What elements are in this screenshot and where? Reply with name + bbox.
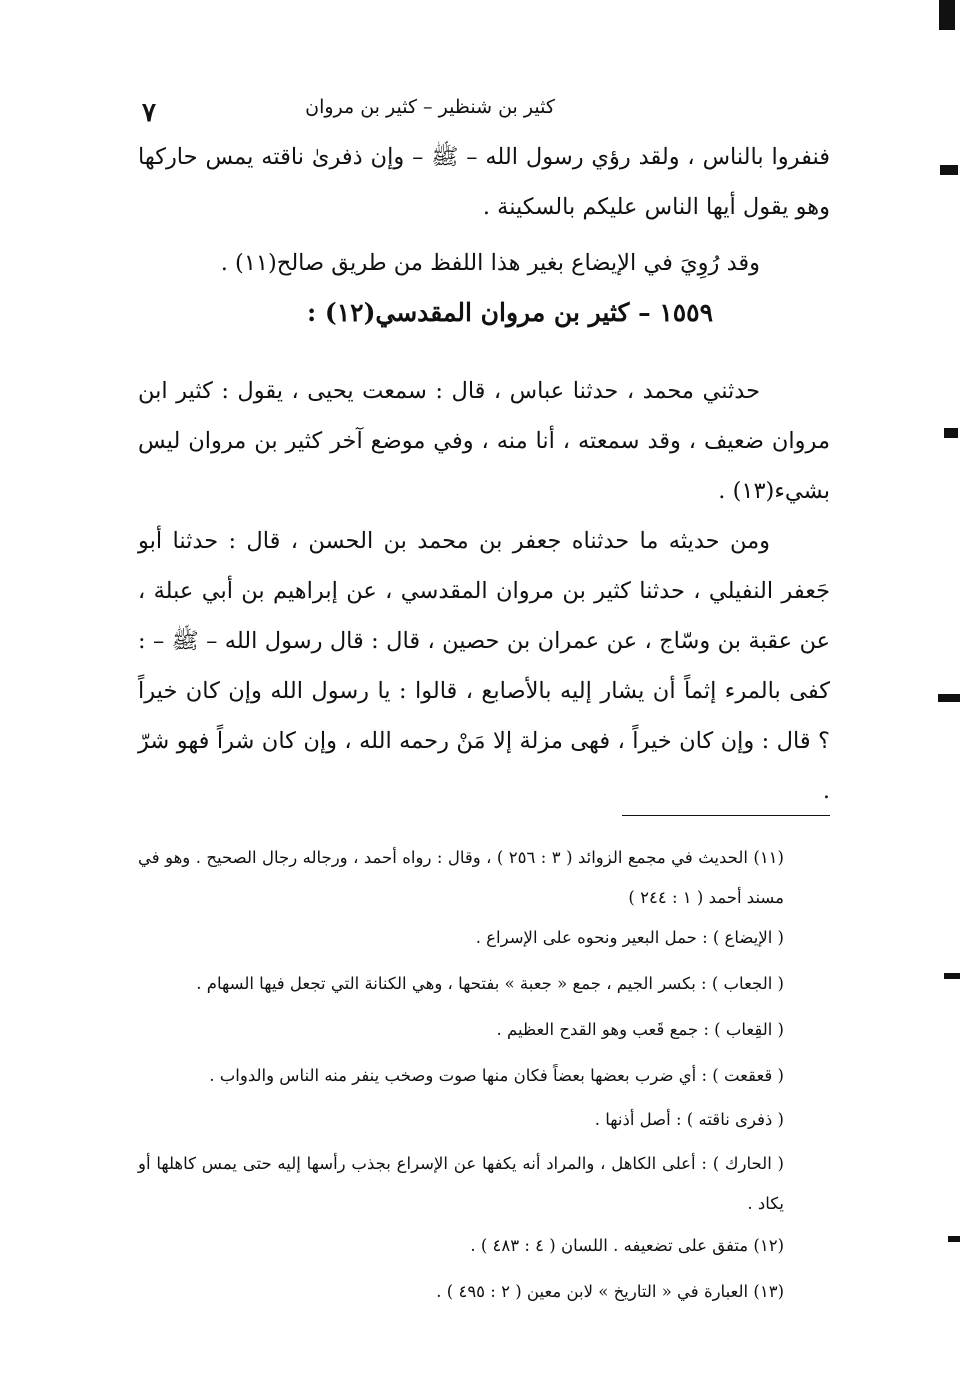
scan-edge-mark: [938, 694, 960, 702]
body-paragraph-2: [138, 238, 830, 288]
body-paragraph-3: [138, 366, 830, 516]
scan-edge-mark: [939, 0, 955, 30]
running-title: كثير بن شنظير – كثير بن مروان: [305, 96, 555, 118]
paragraph-text: حدثني محمد ، حدثنا عباس ، قال : سمعت يحيى ، يقول : كثير ابن مروان ضعيف ، وقد سمعته ، أنا منه ، وفي موضع آخر كثير بن مروان ليس بشيء(١٣) .: [138, 378, 830, 504]
scan-edge-mark: [940, 165, 958, 175]
paragraph-text: ومن حديثه ما حدثناه جعفر بن محمد بن الحسن ، قال : حدثنا أبو جَعفر النفيلي ، حدثنا كثير بن مروان المقدسي ، عن إبراهيم بن أبي عبلة ، عن عقبة بن وسّاج ، عن عمران بن حصين ، قال : قال رسول الله – ﷺ – : كفى بالمرء إثماً أن يشار إليه بالأصابع ، قالوا : يا رسول الله وإن كان خيراً ؟ قال : وإن كان خيراً ، فهى مزلة إلا مَنْ رحمه الله ، وإن كان شراً فهو شرّ .: [138, 528, 830, 804]
entry-heading: ١٥٥٩ – كثير بن مروان المقدسي(١٢) :: [306, 298, 714, 327]
scan-edge-mark: [944, 973, 960, 979]
scan-edge-mark: [944, 428, 958, 438]
body-paragraph-1: [138, 132, 830, 232]
footnote-13: (١٣) العبارة في « التاريخ » لابن معين ( ٢ : ٤٩٥ ) .: [436, 1282, 784, 1301]
gloss-jiaab: ( الجعاب ) : بكسر الجيم ، جمع « جعبة » بفتحها ، وهي الكنانة التي تجعل فيها السهام .: [196, 974, 784, 993]
gloss-dhifra: ( ذفرى ناقته ) : أصل أذنها .: [594, 1110, 784, 1129]
paragraph-text: وقد رُوِيَ في الإيضاع بغير هذا اللفظ من طريق صالح(١١) .: [220, 250, 760, 276]
gloss-qiaab: ( القِعاب ) : جمع قَعب وهو القدح العظيم .: [496, 1020, 784, 1039]
gloss-idaa: ( الإيضاع ) : حمل البعير ونحوه على الإسراع .: [475, 928, 784, 947]
footnote-11: (١١) الحديث في مجمع الزوائد ( ٣ : ٢٥٦ ) ، وقال : رواه أحمد ، ورجاله رجال الصحيح . وهو في مسند أحمد ( ١ : ٢٤٤ ): [138, 848, 784, 907]
gloss-qaqaat: ( قعقعت ) : أي ضرب بعضها بعضاً فكان منها صوت وصخب ينفر منه الناس والدواب .: [209, 1066, 784, 1085]
body-paragraph-4: [138, 516, 830, 816]
footnote-12: (١٢) متفق على تضعيفه . اللسان ( ٤ : ٤٨٣ ) .: [470, 1236, 784, 1255]
paragraph-text: فنفروا بالناس ، ولقد رؤي رسول الله – ﷺ – وإن ذفرىٰ ناقته يمس حاركها وهو يقول أيها الناس عليكم بالسكينة .: [138, 144, 830, 220]
footnote-separator: [622, 815, 830, 816]
scan-edge-mark: [948, 1236, 960, 1242]
gloss-haarik: ( الحارك ) : أعلى الكاهل ، والمراد أنه يكفها عن الإسراع بجذب رأسها إليه حتى يمس كاهلها أو يكاد .: [138, 1154, 784, 1213]
page-number: ٧: [142, 98, 156, 128]
